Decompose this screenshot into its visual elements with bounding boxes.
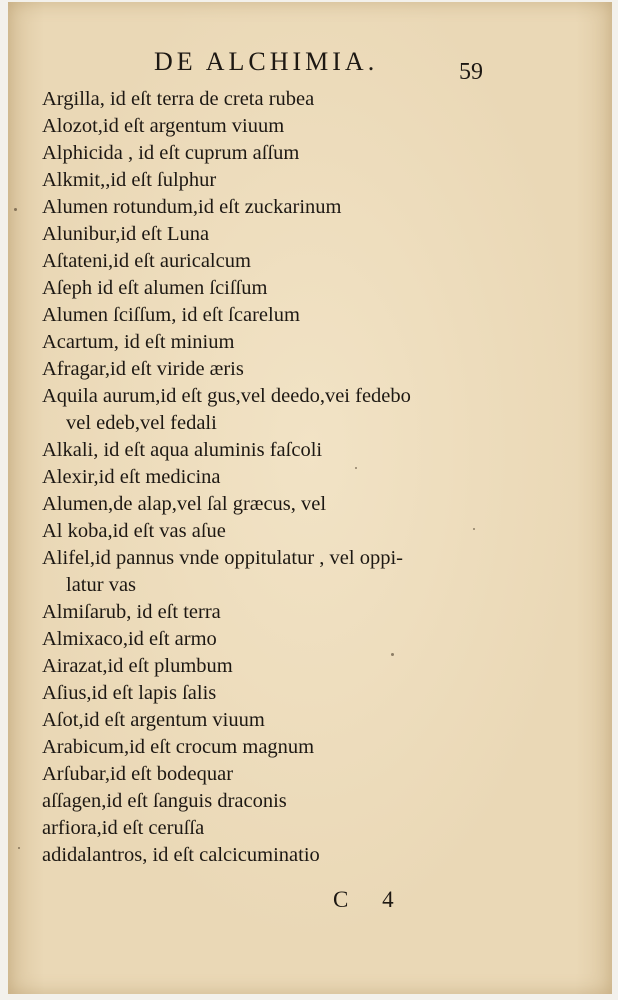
entry-line: Alumen ſciſſum, id eſt ſcarelum (42, 304, 300, 326)
entry-line: Alkali, id eſt aqua aluminis faſcoli (42, 439, 323, 461)
page-header (8, 46, 612, 86)
entry-line: Arabicum,id eſt crocum magnum (42, 736, 315, 758)
running-title: DE ALCHIMIA. (154, 47, 379, 76)
entry-line: Alunibur,id eſt Luna (42, 223, 210, 245)
glossary-entry (42, 626, 590, 653)
signature-mark: C 4 (333, 887, 408, 912)
entry-line: Alumen,de alap,vel ſal græcus, vel (42, 493, 327, 515)
ink-speck (473, 528, 475, 530)
entry-line: Alexir,id eſt medicina (42, 466, 221, 488)
entry-line: Airazat,id eſt plumbum (42, 655, 233, 677)
glossary-entry (42, 275, 590, 302)
entry-line: Aſius,id eſt lapis ſalis (42, 682, 217, 704)
entry-line: Alphicida , id eſt cuprum aſſum (42, 142, 300, 164)
entry-line: Acartum, id eſt minium (42, 331, 235, 353)
glossary-entry (42, 140, 590, 167)
glossary-entry (42, 761, 590, 788)
entry-line: Alumen rotundum,id eſt zuckarinum (42, 196, 342, 218)
glossary-list (42, 86, 590, 869)
entry-line: aſſagen,id eſt ſanguis draconis (42, 790, 287, 812)
glossary-entry (42, 734, 590, 761)
ink-speck (355, 467, 357, 469)
glossary-entry (42, 545, 590, 599)
ink-speck (14, 208, 17, 211)
entry-line: Al koba,id eſt vas aſue (42, 520, 226, 542)
entry-continuation-line: latur vas (66, 574, 137, 596)
entry-line: Aquila aurum,id eſt gus,vel deedo,vei fedebo (42, 385, 411, 407)
entry-line: Aſot,id eſt argentum viuum (42, 709, 265, 731)
entry-line: Arſubar,id eſt bodequar (42, 763, 234, 785)
glossary-entry (42, 842, 590, 869)
glossary-entry (42, 437, 590, 464)
page-number: 59 (459, 59, 483, 85)
glossary-entry (42, 113, 590, 140)
entry-line: Almiſarub, id eſt terra (42, 601, 221, 623)
glossary-entry (42, 464, 590, 491)
glossary-entry (42, 599, 590, 626)
glossary-entry (42, 221, 590, 248)
entry-line: Afragar,id eſt viride æris (42, 358, 244, 380)
entry-line: Almixaco,id eſt armo (42, 628, 217, 650)
glossary-entry (42, 680, 590, 707)
glossary-entry (42, 86, 590, 113)
ink-speck (18, 847, 20, 849)
glossary-entry (42, 302, 590, 329)
ink-speck (391, 653, 394, 656)
entry-line: Aſeph id eſt alumen ſciſſum (42, 277, 268, 299)
glossary-entry (42, 491, 590, 518)
entry-continuation-line: vel edeb,vel fedali (66, 412, 217, 434)
entry-line: adidalantros, id eſt calcicuminatio (42, 844, 320, 866)
entry-line: Alkmit,,id eſt ſulphur (42, 169, 217, 191)
glossary-entry (42, 518, 590, 545)
glossary-entry (42, 383, 590, 437)
book-page (8, 2, 612, 994)
glossary-entry (42, 653, 590, 680)
entry-line: Alozot,id eſt argentum viuum (42, 115, 285, 137)
glossary-entry (42, 356, 590, 383)
glossary-entry (42, 167, 590, 194)
entry-line: Aſtateni,id eſt auricalcum (42, 250, 251, 272)
glossary-entry (42, 815, 590, 842)
glossary-entry (42, 329, 590, 356)
glossary-entry (42, 194, 590, 221)
glossary-entry (42, 707, 590, 734)
entry-line: Argilla, id eſt terra de creta rubea (42, 88, 315, 110)
entry-line: Alifel,id pannus vnde oppitulatur , vel oppi- (42, 547, 403, 569)
glossary-entry (42, 248, 590, 275)
glossary-entry (42, 788, 590, 815)
entry-line: arfiora,id eſt ceruſſa (42, 817, 205, 839)
